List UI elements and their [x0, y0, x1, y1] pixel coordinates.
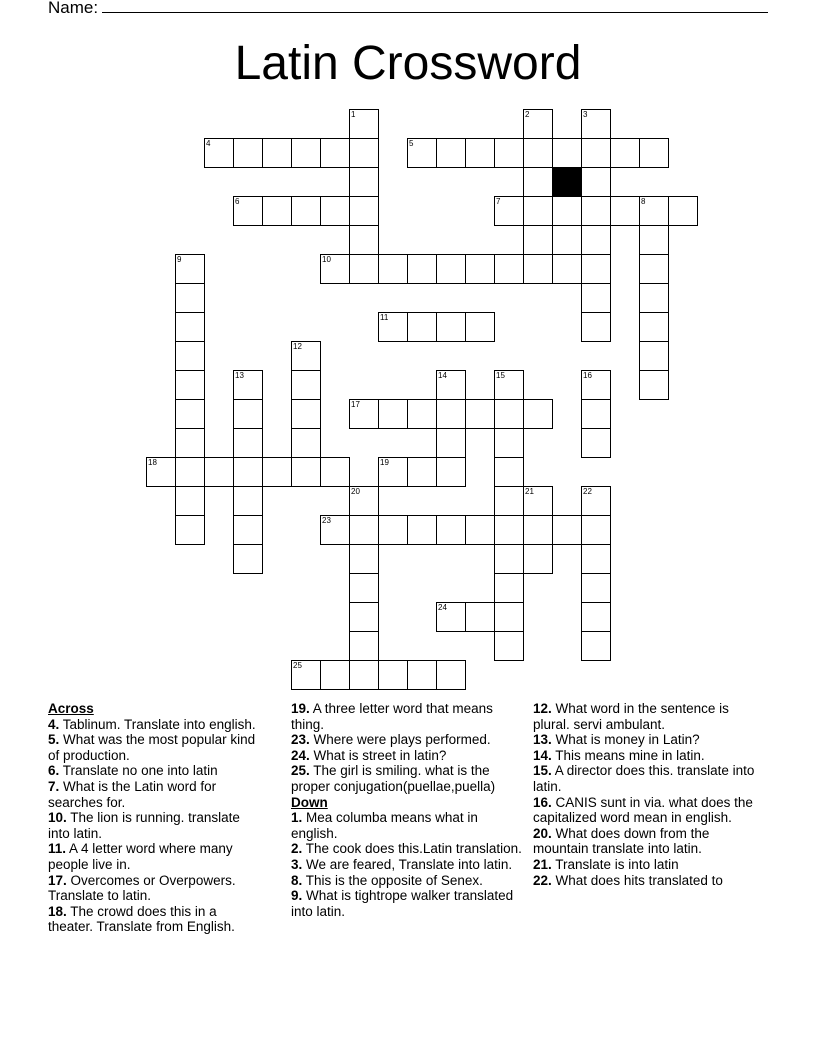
- clue-text: What is tightrope walker translated into latin.: [291, 888, 514, 919]
- clue-item: [533, 857, 761, 873]
- clue-text: The cook does this.Latin translation.: [302, 841, 522, 857]
- clue-item: [291, 701, 523, 732]
- grid-cell[interactable]: [523, 109, 553, 139]
- clue-number: 11: [380, 313, 389, 322]
- grid-cell[interactable]: [291, 660, 321, 690]
- grid-cell[interactable]: [465, 399, 495, 429]
- grid-cell[interactable]: [581, 544, 611, 574]
- clue-item: [291, 873, 523, 889]
- grid-cell[interactable]: [378, 515, 408, 545]
- grid-cell[interactable]: [349, 486, 379, 516]
- grid-cell[interactable]: [581, 225, 611, 255]
- across-header: Across: [48, 701, 94, 716]
- grid-cell[interactable]: [262, 457, 292, 487]
- clue-text: What was the most popular kind of production.: [48, 732, 256, 763]
- clue-text: Translate is into latin: [551, 856, 679, 872]
- clue-number-label: 20.: [533, 825, 552, 841]
- grid-cell[interactable]: [320, 196, 350, 226]
- clue-text: A director does this. translate into latin.: [533, 763, 755, 794]
- clue-number: 9: [177, 255, 182, 264]
- grid-cell[interactable]: [494, 370, 524, 400]
- grid-cell[interactable]: [349, 602, 379, 632]
- clue-item: [291, 748, 523, 764]
- grid-cell[interactable]: [436, 660, 466, 690]
- grid-cell[interactable]: [378, 399, 408, 429]
- grid-cell[interactable]: [175, 515, 205, 545]
- clue-number-label: 24.: [291, 747, 310, 763]
- grid-cell[interactable]: [436, 254, 466, 284]
- grid-cell[interactable]: [552, 254, 582, 284]
- clue-text: The girl is smiling. what is the proper conjugation(puellae,puella): [291, 763, 496, 794]
- grid-cell[interactable]: [320, 457, 350, 487]
- clue-text: Translate no one into latin: [59, 763, 218, 779]
- grid-cell[interactable]: [233, 486, 263, 516]
- grid-cell[interactable]: [552, 515, 582, 545]
- clue-number: 10: [322, 255, 331, 264]
- grid-cell[interactable]: [378, 312, 408, 342]
- clue-text: Tablinum. Translate into english.: [59, 716, 256, 732]
- across-clue-list-continued: [291, 701, 523, 795]
- grid-cell[interactable]: [407, 312, 437, 342]
- clue-number: 7: [496, 197, 501, 206]
- clue-number-label: 22.: [533, 872, 552, 888]
- clue-item: [48, 717, 264, 733]
- grid-cell[interactable]: [175, 283, 205, 313]
- clue-text: What word in the sentence is plural. servi ambulant.: [533, 701, 729, 732]
- clue-number-label: 15.: [533, 763, 552, 779]
- grid-cell[interactable]: [175, 399, 205, 429]
- clue-item: [48, 763, 264, 779]
- clue-number: 17: [351, 400, 360, 409]
- grid-cell[interactable]: [523, 515, 553, 545]
- grid-cell[interactable]: [581, 515, 611, 545]
- grid-cell[interactable]: [436, 399, 466, 429]
- grid-cell[interactable]: [639, 370, 669, 400]
- clue-number-label: 5.: [48, 732, 60, 748]
- clue-text: What is money in Latin?: [551, 732, 700, 748]
- grid-cell[interactable]: [465, 602, 495, 632]
- clue-text: What does hits translated to: [551, 872, 723, 888]
- grid-cell[interactable]: [581, 167, 611, 197]
- grid-cell[interactable]: [407, 138, 437, 168]
- clue-number-label: 11.: [48, 841, 67, 857]
- grid-cell[interactable]: [233, 457, 263, 487]
- grid-cell[interactable]: [639, 225, 669, 255]
- grid-cell[interactable]: [291, 138, 321, 168]
- grid-cell[interactable]: [523, 167, 553, 197]
- clue-number: 8: [641, 197, 646, 206]
- grid-cell[interactable]: [349, 109, 379, 139]
- grid-cell[interactable]: [349, 573, 379, 603]
- grid-cell[interactable]: [407, 457, 437, 487]
- grid-cell[interactable]: [320, 254, 350, 284]
- black-cell: [552, 167, 582, 197]
- grid-cell[interactable]: [349, 399, 379, 429]
- clue-number: 19: [380, 458, 389, 467]
- clue-item: [533, 826, 761, 857]
- grid-cell[interactable]: [436, 602, 466, 632]
- clue-number-label: 21.: [533, 856, 552, 872]
- grid-cell[interactable]: [581, 602, 611, 632]
- clue-number: 16: [583, 371, 592, 380]
- grid-cell[interactable]: [436, 457, 466, 487]
- grid-cell[interactable]: [581, 428, 611, 458]
- down-header: Down: [291, 794, 328, 810]
- grid-cell[interactable]: [407, 254, 437, 284]
- grid-cell[interactable]: [204, 138, 234, 168]
- clue-item: [533, 748, 761, 764]
- grid-cell[interactable]: [233, 515, 263, 545]
- grid-cell[interactable]: [175, 312, 205, 342]
- grid-cell[interactable]: [494, 515, 524, 545]
- grid-cell[interactable]: [349, 254, 379, 284]
- clue-number-label: 4.: [48, 716, 60, 732]
- grid-cell[interactable]: [639, 196, 669, 226]
- grid-cell[interactable]: [262, 138, 292, 168]
- grid-cell[interactable]: [407, 660, 437, 690]
- grid-cell[interactable]: [320, 138, 350, 168]
- clue-text: The lion is running. translate into latin.: [48, 810, 240, 841]
- grid-cell[interactable]: [523, 138, 553, 168]
- clue-number: 23: [322, 516, 331, 525]
- clue-number-label: 23.: [291, 732, 310, 748]
- grid-cell[interactable]: [146, 457, 176, 487]
- clue-item: [533, 795, 761, 826]
- clue-number-label: 25.: [291, 763, 310, 779]
- grid-cell[interactable]: [378, 457, 408, 487]
- grid-cell[interactable]: [436, 428, 466, 458]
- clue-text: This means mine in latin.: [551, 747, 705, 763]
- clue-text: A 4 letter word where many people live in.: [48, 841, 233, 872]
- grid-cell[interactable]: [494, 196, 524, 226]
- clue-item: [291, 763, 523, 794]
- grid-cell[interactable]: [465, 515, 495, 545]
- grid-cell[interactable]: [349, 138, 379, 168]
- clues-column-3: [533, 701, 761, 888]
- clue-number: 3: [583, 110, 588, 119]
- clue-number-label: 17.: [48, 872, 67, 888]
- grid-cell[interactable]: [436, 370, 466, 400]
- grid-cell[interactable]: [610, 138, 640, 168]
- grid-cell[interactable]: [436, 312, 466, 342]
- clue-text: What is the Latin word for searches for.: [48, 778, 217, 810]
- grid-cell[interactable]: [349, 167, 379, 197]
- clue-text: This is the opposite of Senex.: [302, 872, 483, 888]
- clue-number-label: 8.: [291, 872, 303, 888]
- clue-number: 5: [409, 139, 414, 148]
- grid-cell[interactable]: [407, 399, 437, 429]
- clue-number: 1: [351, 110, 356, 119]
- grid-cell[interactable]: [581, 399, 611, 429]
- grid-cell[interactable]: [581, 138, 611, 168]
- clue-item: [291, 732, 523, 748]
- clue-number: 14: [438, 371, 447, 380]
- clue-text: What is street in latin?: [309, 747, 447, 763]
- clue-number: 2: [525, 110, 530, 119]
- grid-cell[interactable]: [436, 515, 466, 545]
- grid-cell[interactable]: [523, 486, 553, 516]
- clue-item: [48, 841, 264, 872]
- clue-item: [48, 732, 264, 763]
- clue-item: [48, 873, 264, 904]
- grid-cell[interactable]: [494, 486, 524, 516]
- grid-cell[interactable]: [175, 457, 205, 487]
- clue-number-label: 13.: [533, 732, 552, 748]
- clue-text: Mea columba means what in english.: [291, 810, 478, 841]
- grid-cell[interactable]: [349, 660, 379, 690]
- grid-cell[interactable]: [320, 660, 350, 690]
- grid-cell[interactable]: [204, 457, 234, 487]
- clue-item: [48, 779, 264, 810]
- clue-item: [291, 888, 523, 919]
- grid-cell[interactable]: [291, 399, 321, 429]
- clue-item: [533, 873, 761, 889]
- grid-cell[interactable]: [581, 312, 611, 342]
- clue-text: CANIS sunt in via. what does the capitalized word mean in english.: [533, 794, 753, 826]
- grid-cell[interactable]: [581, 631, 611, 661]
- grid-cell[interactable]: [465, 254, 495, 284]
- clue-text: A three letter word that means thing.: [291, 701, 493, 732]
- grid-cell[interactable]: [639, 341, 669, 371]
- clue-number-label: 18.: [48, 903, 67, 919]
- across-clue-list: [48, 717, 264, 935]
- grid-cell[interactable]: [494, 544, 524, 574]
- grid-cell[interactable]: [349, 515, 379, 545]
- clue-number-label: 2.: [291, 841, 303, 857]
- grid-cell[interactable]: [175, 428, 205, 458]
- clue-number-label: 14.: [533, 747, 552, 763]
- clue-number: 20: [351, 487, 360, 496]
- grid-cell[interactable]: [233, 370, 263, 400]
- grid-cell[interactable]: [465, 312, 495, 342]
- page-title: Latin Crossword: [234, 37, 582, 90]
- clue-number-label: 6.: [48, 763, 60, 779]
- clue-number-label: 3.: [291, 856, 303, 872]
- grid-cell[interactable]: [581, 486, 611, 516]
- clue-number-label: 12.: [533, 701, 552, 716]
- grid-cell[interactable]: [233, 544, 263, 574]
- grid-cell[interactable]: [581, 573, 611, 603]
- clue-number: 12: [293, 342, 302, 351]
- clue-item: [533, 732, 761, 748]
- grid-cell[interactable]: [436, 138, 466, 168]
- grid-cell[interactable]: [610, 196, 640, 226]
- down-clue-list: [291, 810, 523, 919]
- grid-cell[interactable]: [523, 544, 553, 574]
- grid-cell[interactable]: [291, 457, 321, 487]
- grid-cell[interactable]: [262, 196, 292, 226]
- clue-number-label: 9.: [291, 888, 303, 904]
- grid-cell[interactable]: [465, 138, 495, 168]
- clue-item: [533, 701, 761, 732]
- grid-cell[interactable]: [233, 399, 263, 429]
- grid-cell[interactable]: [639, 138, 669, 168]
- grid-cell[interactable]: [639, 283, 669, 313]
- name-label: Name:: [48, 0, 99, 17]
- grid-cell[interactable]: [291, 196, 321, 226]
- clue-number: 25: [293, 661, 302, 670]
- clue-item: [533, 763, 761, 794]
- clue-item: [291, 857, 523, 873]
- grid-cell[interactable]: [320, 515, 350, 545]
- clue-item: [48, 904, 264, 935]
- grid-cell[interactable]: [378, 254, 408, 284]
- clue-number: 21: [525, 487, 534, 496]
- grid-cell[interactable]: [349, 544, 379, 574]
- clues-column-1: [48, 701, 264, 935]
- grid-cell[interactable]: [494, 457, 524, 487]
- grid-cell[interactable]: [639, 254, 669, 284]
- clue-number: 6: [235, 197, 240, 206]
- grid-cell[interactable]: [233, 138, 263, 168]
- grid-cell[interactable]: [175, 486, 205, 516]
- grid-cell[interactable]: [581, 254, 611, 284]
- grid-cell[interactable]: [407, 515, 437, 545]
- clue-text: Where were plays performed.: [309, 732, 491, 748]
- grid-cell[interactable]: [378, 660, 408, 690]
- clue-number-label: 7.: [48, 778, 60, 794]
- grid-cell[interactable]: [494, 399, 524, 429]
- clue-number-label: 1.: [291, 810, 303, 826]
- grid-cell[interactable]: [523, 225, 553, 255]
- clue-number-label: 19.: [291, 701, 310, 716]
- clue-number: 24: [438, 603, 447, 612]
- grid-cell[interactable]: [291, 341, 321, 371]
- clue-text: Overcomes or Overpowers. Translate to latin.: [48, 872, 236, 904]
- grid-cell[interactable]: [233, 428, 263, 458]
- down-clue-list-continued: [533, 701, 761, 888]
- clue-number: 22: [583, 487, 592, 496]
- grid-cell[interactable]: [494, 138, 524, 168]
- grid-cell[interactable]: [175, 341, 205, 371]
- grid-cell[interactable]: [523, 254, 553, 284]
- clue-number: 15: [496, 371, 505, 380]
- grid-cell[interactable]: [494, 602, 524, 632]
- grid-cell[interactable]: [349, 225, 379, 255]
- clue-number: 4: [206, 139, 211, 148]
- grid-cell[interactable]: [494, 631, 524, 661]
- clue-number: 13: [235, 371, 244, 380]
- grid-cell[interactable]: [523, 196, 553, 226]
- clue-number: 18: [148, 458, 157, 467]
- grid-cell[interactable]: [581, 370, 611, 400]
- grid-cell[interactable]: [349, 196, 379, 226]
- grid-cell[interactable]: [639, 312, 669, 342]
- grid-cell[interactable]: [291, 428, 321, 458]
- grid-cell[interactable]: [668, 196, 698, 226]
- clue-text: The crowd does this in a theater. Translate from English.: [48, 903, 235, 935]
- clue-number-label: 16.: [533, 794, 552, 810]
- grid-cell[interactable]: [523, 399, 553, 429]
- grid-cell[interactable]: [175, 370, 205, 400]
- grid-cell[interactable]: [581, 109, 611, 139]
- clue-number-label: 10.: [48, 810, 67, 826]
- grid-cell[interactable]: [175, 254, 205, 284]
- grid-cell[interactable]: [349, 631, 379, 661]
- grid-cell[interactable]: [581, 196, 611, 226]
- grid-cell[interactable]: [494, 573, 524, 603]
- grid-cell[interactable]: [233, 196, 263, 226]
- clue-item: [48, 810, 264, 841]
- clue-text: We are feared, Translate into latin.: [302, 856, 513, 872]
- grid-cell[interactable]: [494, 254, 524, 284]
- grid-cell[interactable]: [291, 370, 321, 400]
- grid-cell[interactable]: [552, 138, 582, 168]
- grid-cell[interactable]: [494, 428, 524, 458]
- clue-item: [291, 810, 523, 841]
- grid-cell[interactable]: [581, 283, 611, 313]
- clue-text: What does down from the mountain translate into latin.: [533, 825, 710, 857]
- clue-item: [291, 841, 523, 857]
- grid-cell[interactable]: [552, 196, 582, 226]
- clues-column-2: [291, 701, 523, 919]
